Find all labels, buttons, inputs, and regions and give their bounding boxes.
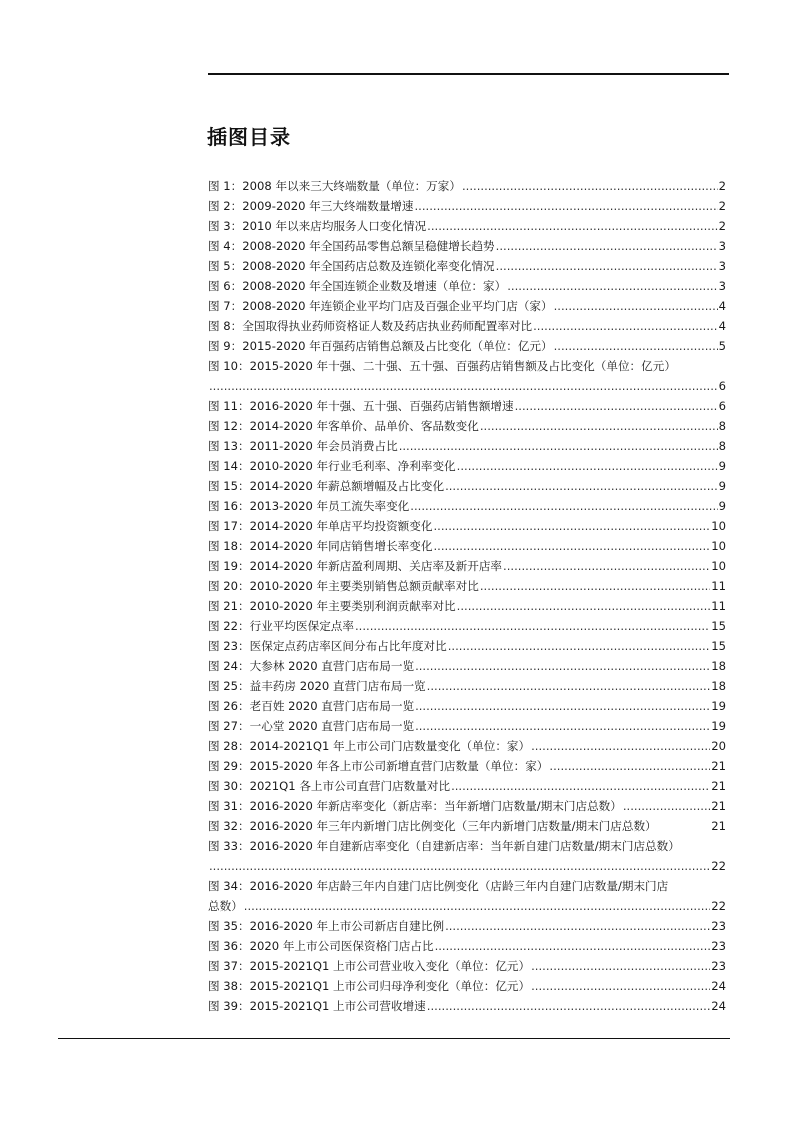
toc-entry[interactable]: [208, 176, 726, 196]
figure-label: 图 28：: [208, 739, 250, 753]
toc-entry[interactable]: [208, 516, 726, 536]
page-number: 21: [711, 819, 726, 833]
page-number: 22: [711, 899, 726, 913]
page-number: 9: [718, 459, 726, 473]
figure-title: 一心堂 2020 直营门店布局一览: [249, 719, 415, 733]
figure-title: 2015-2021Q1 上市公司营收增速: [249, 999, 426, 1013]
figure-label: 图 1：: [208, 179, 243, 193]
figure-title: 行业平均医保定点率: [249, 619, 354, 633]
page-number: 5: [718, 339, 726, 353]
toc-entry[interactable]: [208, 476, 726, 496]
page-number: 15: [711, 639, 726, 653]
page-number: 24: [711, 999, 726, 1013]
figure-title: 2021Q1 各上市公司直营门店数量对比: [249, 779, 451, 793]
figure-label: 图 36：: [208, 939, 250, 953]
page-number: 8: [718, 419, 726, 433]
figure-label: 图 18：: [208, 539, 250, 553]
leader-dots: [554, 336, 718, 356]
page-number: 22: [711, 859, 726, 873]
leader-dots: [435, 936, 711, 956]
leader-dots: [496, 236, 718, 256]
figure-label: 图 26：: [208, 699, 250, 713]
toc-entry[interactable]: [208, 936, 726, 956]
toc-entry[interactable]: [208, 996, 726, 1016]
figure-title: 益丰药房 2020 直营门店布局一览: [249, 679, 426, 693]
leader-dots: [531, 736, 710, 756]
page-number: 10: [711, 559, 726, 573]
toc-entry[interactable]: [208, 336, 726, 356]
figure-label: 图 21：: [208, 599, 250, 613]
page-number: 23: [711, 959, 726, 973]
figure-label: 图 32：: [208, 819, 250, 833]
leader-dots: [503, 556, 710, 576]
footer-rule: [58, 1038, 730, 1039]
toc-entry[interactable]: [208, 756, 726, 776]
leader-dots: [410, 496, 717, 516]
toc-entry[interactable]: [208, 396, 726, 416]
figure-label: 图 16：: [208, 499, 250, 513]
leader-dots: [533, 316, 718, 336]
toc-entry[interactable]: [208, 676, 726, 696]
figure-title: 2008 年以来三大终端数量（单位：万家）: [242, 179, 461, 193]
figure-label: 图 24：: [208, 659, 250, 673]
figure-label: 图 22：: [208, 619, 250, 633]
toc-entry[interactable]: [208, 716, 726, 736]
figure-label: 图 2：: [208, 199, 243, 213]
figure-label: 图 37：: [208, 959, 250, 973]
figure-list: [208, 176, 726, 1016]
figure-title: 2016-2020 年十强、五十强、百强药店销售额增速: [249, 399, 514, 413]
page-number: 11: [711, 599, 726, 613]
page-number: 10: [711, 539, 726, 553]
toc-entry[interactable]: [208, 976, 726, 996]
toc-entry[interactable]: [208, 296, 726, 316]
figure-label: 图 39：: [208, 999, 250, 1013]
page-number: 9: [718, 479, 726, 493]
leader-dots: [480, 576, 710, 596]
toc-entry[interactable]: [208, 356, 726, 396]
leader-dots: [414, 196, 717, 216]
figure-label: 图 11：: [208, 399, 250, 413]
leader-dots: [433, 536, 710, 556]
page-number: 24: [711, 979, 726, 993]
leader-dots: [244, 896, 710, 916]
page-number: 23: [711, 939, 726, 953]
figure-label: 图 31：: [208, 799, 250, 813]
page-number: 4: [718, 299, 726, 313]
figure-title: 2015-2020 年十强、二十强、五十强、百强药店销售额及占比变化（单位：亿元）: [249, 359, 676, 373]
toc-entry[interactable]: [208, 216, 726, 236]
figure-title: 2014-2020 年新店盈利周期、关店率及新开店率: [249, 559, 503, 573]
figure-label: 图 25：: [208, 679, 250, 693]
leader-dots: [531, 976, 710, 996]
page-title: 插图目录: [207, 125, 291, 149]
leader-dots: [623, 796, 710, 816]
figure-label: 图 7：: [208, 299, 243, 313]
leader-dots: [355, 616, 710, 636]
page-number: 2: [718, 219, 726, 233]
toc-entry[interactable]: [208, 876, 726, 916]
figure-title: 2010-2020 年主要类别销售总额贡献率对比: [249, 579, 479, 593]
toc-entry[interactable]: [208, 636, 726, 656]
leader-dots: [554, 296, 718, 316]
leader-dots: [496, 256, 718, 276]
toc-entry[interactable]: [208, 236, 726, 256]
leader-dots: [427, 996, 710, 1016]
leader-dots: [399, 436, 718, 456]
leader-dots: [462, 176, 718, 196]
figure-label: 图 38：: [208, 979, 250, 993]
figure-label: 图 5：: [208, 259, 243, 273]
leader-dots: [445, 476, 718, 496]
figure-title: 大参林 2020 直营门店布局一览: [249, 659, 415, 673]
toc-entry[interactable]: [208, 916, 726, 936]
toc-entry[interactable]: [208, 776, 726, 796]
toc-entry[interactable]: [208, 196, 726, 216]
figure-title: 全国取得执业药师资格证人数及药店执业药师配置率对比: [242, 319, 533, 333]
figure-label: 图 8：: [208, 319, 243, 333]
figure-label: 图 4：: [208, 239, 243, 253]
figure-title: 2016-2020 年新店率变化（新店率：当年新增门店数量/期末门店总数）: [249, 799, 622, 813]
figure-title-continued: 总数）: [208, 899, 243, 913]
leader-dots: [415, 696, 710, 716]
leader-dots: [457, 456, 718, 476]
figure-title: 2008-2020 年连锁企业平均门店及百强企业平均门店（家）: [242, 299, 553, 313]
toc-entry[interactable]: [208, 956, 726, 976]
figure-title: 医保定点药店率区间分布占比年度对比: [249, 639, 447, 653]
figure-title: 2015-2021Q1 上市公司归母净利变化（单位：亿元）: [249, 979, 531, 993]
figure-title: 2014-2020 年薪总额增幅及占比变化: [249, 479, 445, 493]
page-number: 3: [718, 239, 726, 253]
page-number: 2: [718, 199, 726, 213]
page-number: 18: [711, 659, 726, 673]
figure-title: 2011-2020 年会员消费占比: [249, 439, 398, 453]
toc-entry[interactable]: [208, 656, 726, 676]
leader-dots: [445, 916, 710, 936]
page-number: 20: [711, 739, 726, 753]
figure-label: 图 29：: [208, 759, 250, 773]
leader-dots: [531, 956, 710, 976]
page-number: 3: [718, 259, 726, 273]
figure-title: 2010 年以来店均服务人口变化情况: [242, 219, 427, 233]
figure-label: 图 34：: [208, 879, 250, 893]
page-number: 21: [711, 799, 726, 813]
toc-entry[interactable]: [208, 456, 726, 476]
toc-entry[interactable]: [208, 556, 726, 576]
leader-dots: [427, 216, 717, 236]
figure-title: 2013-2020 年员工流失率变化: [249, 499, 410, 513]
figure-label: 图 23：: [208, 639, 250, 653]
figure-label: 图 6：: [208, 279, 243, 293]
page-number: 11: [711, 579, 726, 593]
toc-entry[interactable]: [208, 696, 726, 716]
figure-label: 图 20：: [208, 579, 250, 593]
page-number: 15: [711, 619, 726, 633]
figure-title: 2008-2020 年全国药品零售总额呈稳健增长趋势: [242, 239, 495, 253]
figure-label: 图 19：: [208, 559, 250, 573]
leader-dots: [415, 716, 710, 736]
figure-label: 图 33：: [208, 839, 250, 853]
toc-entry[interactable]: [208, 576, 726, 596]
leader-dots: [433, 516, 710, 536]
page-number: 2: [718, 179, 726, 193]
figure-title: 2009-2020 年三大终端数量增速: [242, 199, 414, 213]
figure-title: 2015-2021Q1 上市公司营业收入变化（单位：亿元）: [249, 959, 531, 973]
figure-label: 图 12：: [208, 419, 250, 433]
leader-dots: [507, 276, 717, 296]
figure-title: 2010-2020 年主要类别利润贡献率对比: [249, 599, 456, 613]
toc-entry[interactable]: [208, 496, 726, 516]
page-number: 6: [718, 379, 726, 393]
leader-dots: [209, 376, 718, 396]
leader-dots: [415, 656, 710, 676]
toc-entry[interactable]: [208, 416, 726, 436]
figure-label: 图 27：: [208, 719, 250, 733]
figure-title: 2016-2020 年店龄三年内自建门店比例变化（店龄三年内自建门店数量/期末门店: [249, 879, 669, 893]
leader-dots: [451, 776, 710, 796]
figure-title: 2014-2021Q1 年上市公司门店数量变化（单位：家）: [249, 739, 531, 753]
figure-title: 2010-2020 年行业毛利率、净利率变化: [249, 459, 456, 473]
toc-entry[interactable]: [208, 736, 726, 756]
leader-dots: [515, 396, 718, 416]
figure-label: 图 10：: [208, 359, 250, 373]
page-number: 3: [718, 279, 726, 293]
figure-title: 2016-2020 年自建新店率变化（自建新店率：当年新自建门店数量/期末门店总数）: [249, 839, 680, 853]
figure-label: 图 3：: [208, 219, 243, 233]
header-rule: [208, 73, 729, 75]
page-number: 21: [711, 759, 726, 773]
toc-entry[interactable]: [208, 816, 726, 836]
leader-dots: [480, 416, 718, 436]
toc-entry[interactable]: [208, 796, 726, 816]
toc-entry[interactable]: [208, 256, 726, 276]
leader-dots: [549, 756, 710, 776]
toc-entry[interactable]: [208, 436, 726, 456]
toc-entry[interactable]: [208, 316, 726, 336]
figure-label: 图 35：: [208, 919, 250, 933]
figure-title: 2008-2020 年全国药店总数及连锁化率变化情况: [242, 259, 495, 273]
figure-label: 图 14：: [208, 459, 250, 473]
figure-title: 2015-2020 年百强药店销售总额及占比变化（单位：亿元）: [242, 339, 553, 353]
page-number: 6: [718, 399, 726, 413]
figure-title: 2016-2020 年三年内新增门店比例变化（三年内新增门店数量/期末门店总数）: [249, 819, 657, 833]
toc-entry[interactable]: [208, 536, 726, 556]
page-number: 4: [718, 319, 726, 333]
page-number: 19: [711, 699, 726, 713]
page-number: 10: [711, 519, 726, 533]
toc-entry[interactable]: [208, 616, 726, 636]
leader-dots: [448, 636, 710, 656]
figure-title: 2015-2020 年各上市公司新增直营门店数量（单位：家）: [249, 759, 549, 773]
toc-entry[interactable]: [208, 276, 726, 296]
page-number: 19: [711, 719, 726, 733]
page-number: 23: [711, 919, 726, 933]
leader-dots: [427, 676, 711, 696]
figure-label: 图 17：: [208, 519, 250, 533]
figure-label: 图 30：: [208, 779, 250, 793]
toc-entry[interactable]: [208, 836, 726, 876]
figure-label: 图 15：: [208, 479, 250, 493]
page-number: 18: [711, 679, 726, 693]
figure-title: 2014-2020 年同店销售增长率变化: [249, 539, 433, 553]
page-number: 21: [711, 779, 726, 793]
figure-title: 2008-2020 年全国连锁企业数及增速（单位：家）: [242, 279, 507, 293]
figure-title: 2020 年上市公司医保资格门店占比: [249, 939, 434, 953]
page-number: 9: [718, 499, 726, 513]
figure-title: 老百姓 2020 直营门店布局一览: [249, 699, 415, 713]
figure-title: 2016-2020 年上市公司新店自建比例: [249, 919, 445, 933]
leader-dots: [457, 596, 711, 616]
figure-label: 图 13：: [208, 439, 250, 453]
figure-title: 2014-2020 年单店平均投资额变化: [249, 519, 433, 533]
page-number: 8: [718, 439, 726, 453]
leader-dots: [209, 856, 710, 876]
figure-title: 2014-2020 年客单价、品单价、客品数变化: [249, 419, 479, 433]
figure-label: 图 9：: [208, 339, 243, 353]
toc-entry[interactable]: [208, 596, 726, 616]
